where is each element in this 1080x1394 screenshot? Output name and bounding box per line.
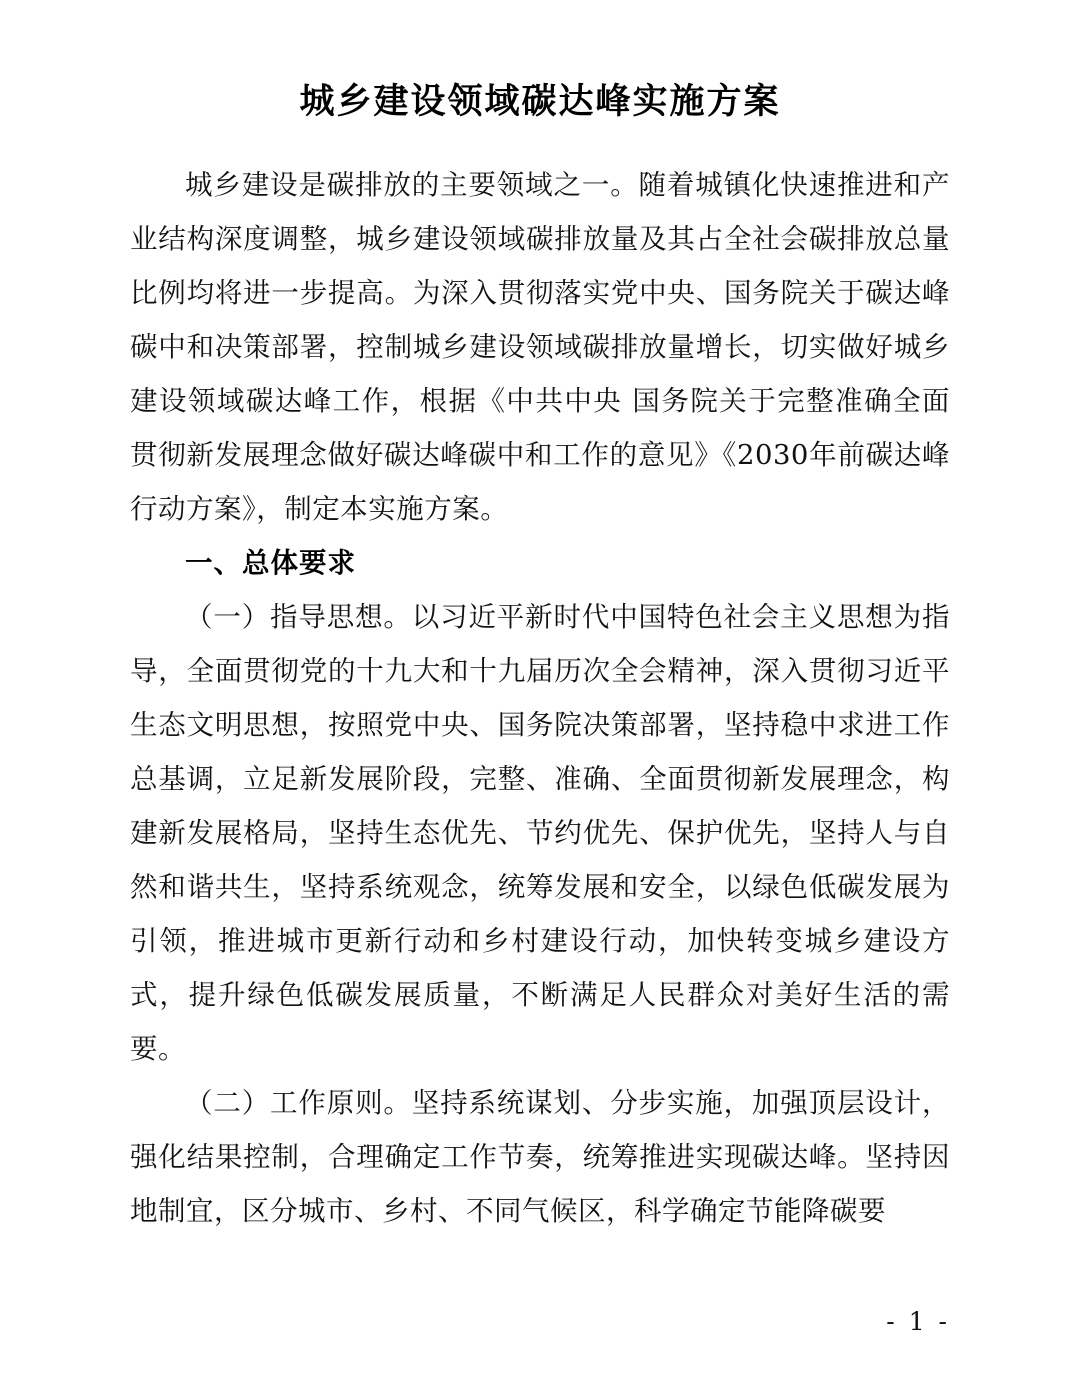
paragraph-guiding-ideology: （一）指导思想。以习近平新时代中国特色社会主义思想为指导，全面贯彻党的十九大和十九届历次全会精神，深入贯彻习近平生态文明思想，按照党中央、国务院决策部署，坚持稳中求进工作总基调，立足新发展阶段，完整、准确、全面贯彻新发展理念，构建新发展格局，坚持生态优先、节约优先、保护优先，坚持人与自然和谐共生，坚持系统观念，统筹发展和安全，以绿色低碳发展为引领，推进城市更新行动和乡村建设行动，加快转变城乡建设方式，提升绿色低碳发展质量，不断满足人民群众对美好生活的需要。 (130, 601, 950, 1065)
page-title: 城乡建设领域碳达峰实施方案 (299, 82, 781, 122)
paragraph-intro: 城乡建设是碳排放的主要领域之一。随着城镇化快速推进和产业结构深度调整，城乡建设领域碳排放量及其占全社会碳排放总量比例均将进一步提高。为深入贯彻落实党中央、国务院关于碳达峰碳中和决策部署，控制城乡建设领域碳排放量增长，切实做好城乡建设领域碳达峰工作，根据《中共中央 国务院关于完整准确全面贯彻新发展理念做好碳达峰碳中和工作的意见》《2030年前碳达峰行动方案》，制定本实施方案。 (130, 169, 950, 525)
page-number: - 1 - (886, 1307, 950, 1336)
section-heading-overall-requirements: 一、总体要求 (185, 547, 356, 579)
paragraph-work-principles: （二）工作原则。坚持系统谋划、分步实施，加强顶层设计，强化结果控制，合理确定工作节奏，统筹推进实现碳达峰。坚持因地制宜，区分城市、乡村、不同气候区，科学确定节能降碳要 (130, 1087, 950, 1227)
